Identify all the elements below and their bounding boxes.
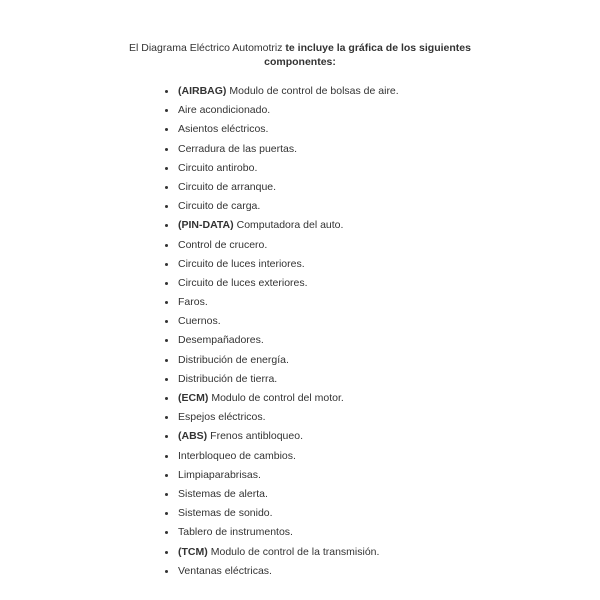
component-text: Aire acondicionado. xyxy=(178,104,271,117)
list-item xyxy=(164,216,399,235)
bullet-icon xyxy=(165,435,168,438)
component-text: Frenos antibloqueo. xyxy=(210,430,303,443)
bullet-icon xyxy=(165,128,168,131)
list-item xyxy=(164,485,399,504)
component-text: Circuito de luces exteriores. xyxy=(178,276,308,289)
bullet-icon xyxy=(165,455,168,458)
intro-text-bold: te incluye la gráfica de los siguientes xyxy=(285,42,471,54)
bullet-icon xyxy=(165,320,168,323)
component-text: Tablero de instrumentos. xyxy=(178,526,293,539)
list-item xyxy=(164,274,399,293)
list-item xyxy=(164,236,399,255)
component-text: Computadora del auto. xyxy=(236,219,344,232)
bullet-icon xyxy=(165,205,168,208)
component-text: Modulo de control de la transmisión. xyxy=(210,545,380,558)
component-text: Modulo de control de bolsas de aire. xyxy=(229,85,399,97)
component-text: Desempañadores. xyxy=(178,334,264,347)
bullet-icon xyxy=(165,551,168,554)
bullet-icon xyxy=(165,474,168,477)
component-text: Modulo de control del motor. xyxy=(211,392,344,404)
bullet-icon xyxy=(165,148,168,151)
component-text: Circuito de carga. xyxy=(178,200,261,213)
component-text: Distribución de tierra. xyxy=(178,372,278,385)
bullet-icon xyxy=(165,416,168,419)
list-item xyxy=(164,293,399,312)
bullet-icon xyxy=(165,512,168,515)
list-item xyxy=(164,427,399,446)
bullet-icon xyxy=(165,263,168,266)
list-item xyxy=(164,504,399,523)
component-text: Interbloqueo de cambios. xyxy=(178,449,296,462)
component-text: Asientos eléctricos. xyxy=(178,123,269,136)
bullet-icon xyxy=(165,531,168,534)
bullet-icon xyxy=(165,186,168,189)
bullet-icon xyxy=(165,570,168,573)
bullet-icon xyxy=(165,282,168,285)
component-text: Limpiaparabrisas. xyxy=(178,468,261,481)
list-item xyxy=(164,523,399,542)
component-text: Cerradura de las puertas. xyxy=(178,142,298,155)
bullet-icon xyxy=(165,244,168,247)
list-item xyxy=(164,82,399,101)
bullet-icon xyxy=(165,493,168,496)
list-item xyxy=(164,351,399,370)
list-item xyxy=(164,101,399,120)
bullet-icon xyxy=(165,167,168,170)
list-item xyxy=(164,447,399,466)
list-item xyxy=(164,197,399,216)
bullet-icon xyxy=(165,359,168,362)
list-item xyxy=(164,331,399,350)
bullet-icon xyxy=(165,90,168,93)
list-item xyxy=(164,178,399,197)
component-text: Circuito antirobo. xyxy=(178,161,258,174)
list-item xyxy=(164,120,399,139)
intro-line-2: componentes: xyxy=(264,56,336,68)
component-text: Distribución de energía. xyxy=(178,353,289,366)
bullet-icon xyxy=(165,339,168,342)
component-text: Circuito de arranque. xyxy=(178,180,277,193)
intro-line-1 xyxy=(0,41,600,55)
component-text: Control de crucero. xyxy=(178,238,268,251)
component-text: Faros. xyxy=(178,296,208,309)
component-text: Circuito de luces interiores. xyxy=(178,257,305,270)
list-item xyxy=(164,255,399,274)
list-item xyxy=(164,562,399,581)
bullet-icon xyxy=(165,109,168,112)
component-code: (ECM) xyxy=(178,392,209,404)
list-item xyxy=(164,543,399,562)
component-code: (AIRBAG) xyxy=(178,85,227,97)
component-code: (PIN-DATA) xyxy=(178,219,234,232)
component-list xyxy=(164,82,399,581)
bullet-icon xyxy=(165,301,168,304)
list-item xyxy=(164,159,399,178)
component-code: (ABS) xyxy=(178,430,208,443)
list-item xyxy=(164,370,399,389)
list-item xyxy=(164,312,399,331)
intro-paragraph xyxy=(0,41,600,69)
component-text: Ventanas eléctricas. xyxy=(178,564,272,577)
bullet-icon xyxy=(165,378,168,381)
bullet-icon xyxy=(165,397,168,400)
bullet-icon xyxy=(165,224,168,227)
list-item xyxy=(164,389,399,408)
component-text: Espejos eléctricos. xyxy=(178,411,266,424)
component-text: Cuernos. xyxy=(178,315,221,328)
component-text: Sistemas de sonido. xyxy=(178,507,273,520)
list-item xyxy=(164,466,399,485)
list-item xyxy=(164,140,399,159)
component-text: Sistemas de alerta. xyxy=(178,487,268,500)
list-item xyxy=(164,408,399,427)
component-code: (TCM) xyxy=(178,545,208,558)
intro-text-regular: El Diagrama Eléctrico Automotriz xyxy=(129,42,286,54)
